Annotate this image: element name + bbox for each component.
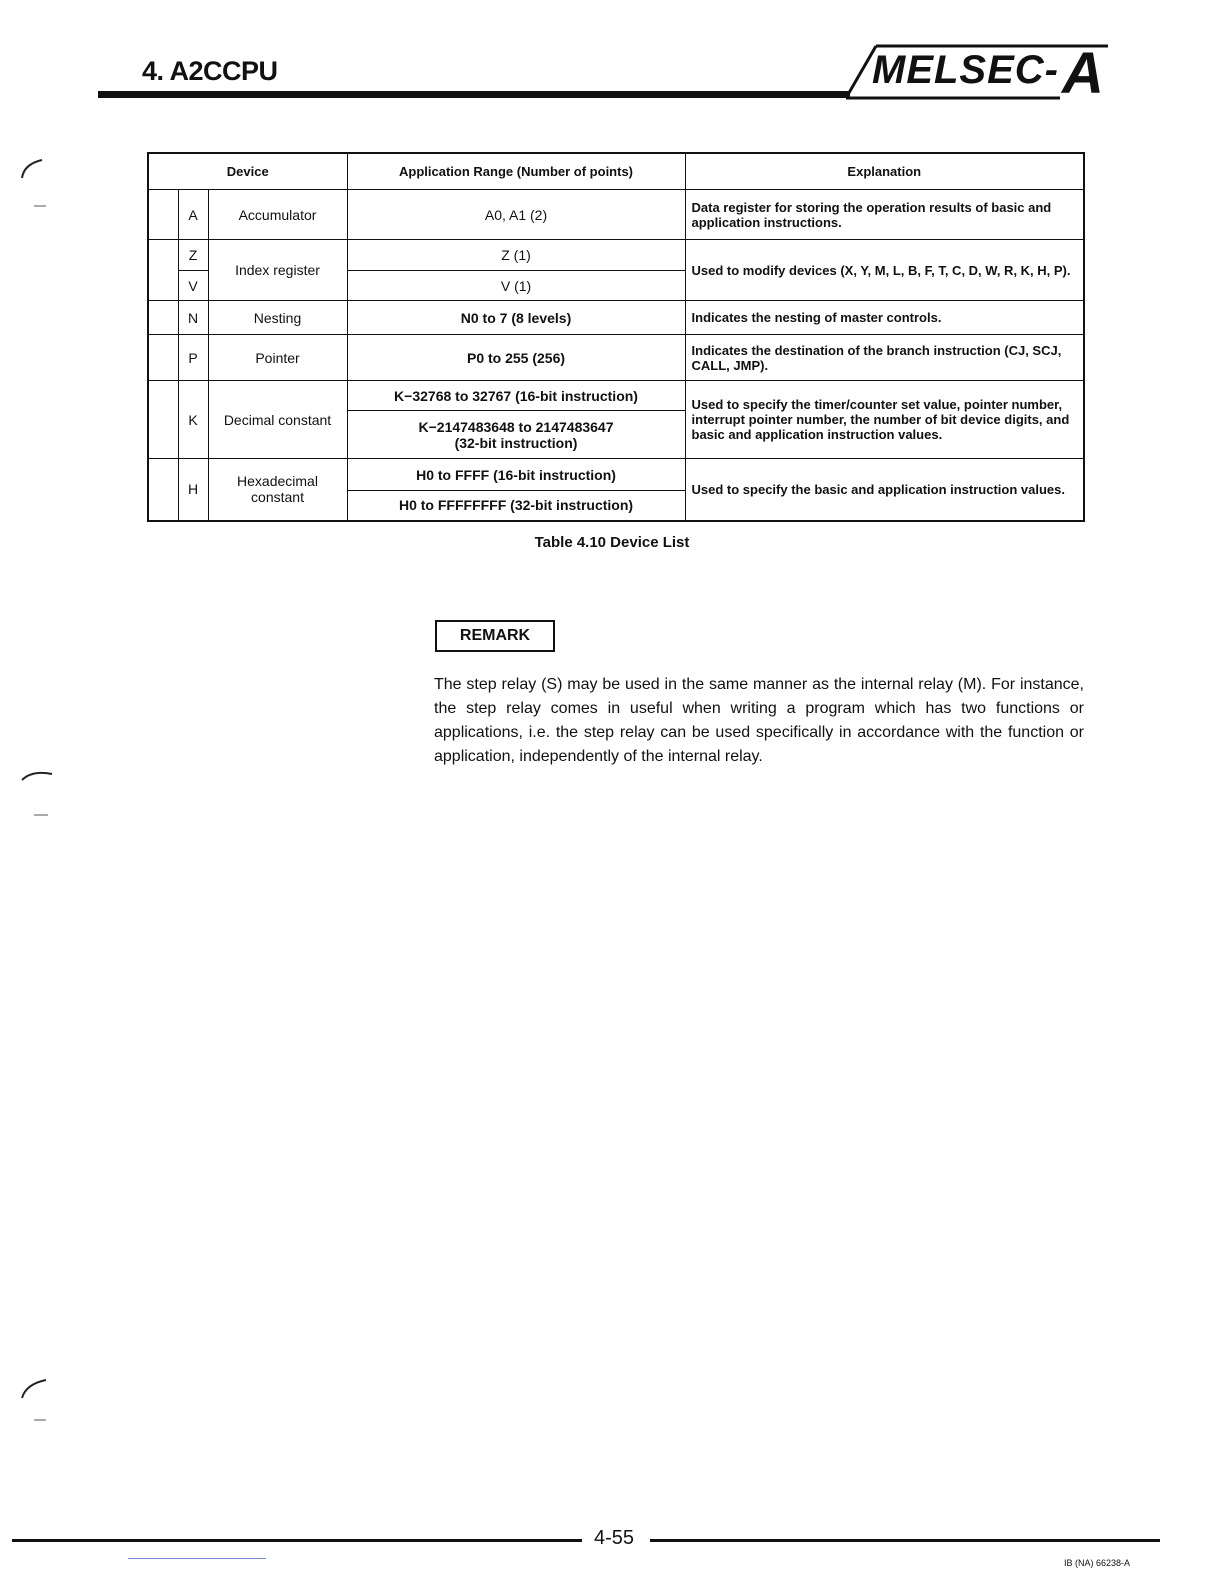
table-caption: Table 4.10 Device List xyxy=(534,534,690,551)
section-title: 4. A2CCPU xyxy=(142,56,278,86)
device-explanation: Used to specify the timer/counter set value, pointer number, interrupt pointer number, the number of bit device digits, and basic and application instruction values. xyxy=(685,381,1084,459)
device-name xyxy=(208,459,347,521)
table-row xyxy=(148,301,1084,335)
device-range: V (1) xyxy=(347,271,685,301)
device-explanation: Data register for storing the operation results of basic and application instructions. xyxy=(685,190,1084,240)
device-range: K−32768 to 32767 (16-bit instruction) xyxy=(347,381,685,411)
device-explanation: Indicates the destination of the branch instruction (CJ, SCJ, CALL, JMP). xyxy=(685,335,1084,381)
footer-rule-left xyxy=(12,1539,582,1542)
range-line: (32-bit instruction) xyxy=(454,434,578,451)
melsec-logo xyxy=(846,41,1122,106)
device-letter: H xyxy=(178,459,208,521)
device-range: N0 to 7 (8 levels) xyxy=(347,301,685,335)
logo-text: MELSEC- xyxy=(872,48,1059,92)
remark-text: The step relay (S) may be used in the same manner as the internal relay (M). For instance, the step relay comes in useful when writing a program which has two functions or applications, i.e. the step relay can be used specifically in accordance with the function or application, independently of the internal relay. xyxy=(434,676,1084,765)
col-header-range: Application Range (Number of points) xyxy=(347,153,685,190)
device-range: P0 to 255 (256) xyxy=(347,335,685,381)
name-line: constant xyxy=(251,489,304,506)
device-letter: V xyxy=(178,271,208,301)
table-row xyxy=(148,381,1084,411)
name-line: Hexadecimal xyxy=(237,473,318,490)
table-header-row xyxy=(148,153,1084,190)
col-header-device: Device xyxy=(148,153,347,190)
device-letter: P xyxy=(178,335,208,381)
table-row xyxy=(148,335,1084,381)
remark-label: REMARK xyxy=(435,620,555,652)
device-letter: K xyxy=(178,381,208,459)
footer-rule-right xyxy=(650,1539,1160,1542)
device-range xyxy=(347,411,685,459)
device-letter: A xyxy=(178,190,208,240)
device-name: Index register xyxy=(208,240,347,301)
header-rule xyxy=(98,91,850,98)
table-row xyxy=(148,190,1084,240)
device-letter: N xyxy=(178,301,208,335)
device-name: Decimal constant xyxy=(208,381,347,459)
col-header-explanation: Explanation xyxy=(685,153,1084,190)
range-line: K−2147483648 to 2147483647 xyxy=(418,418,614,435)
logo-suffix: A xyxy=(1062,41,1104,106)
page-number: 4-55 xyxy=(594,1527,635,1549)
device-name: Accumulator xyxy=(208,190,347,240)
device-explanation: Used to specify the basic and application instruction values. xyxy=(685,459,1084,521)
device-range: H0 to FFFF (16-bit instruction) xyxy=(347,459,685,491)
table-row xyxy=(148,240,1084,271)
device-name: Nesting xyxy=(208,301,347,335)
device-explanation: Used to modify devices (X, Y, M, L, B, F, T, C, D, W, R, K, H, P). xyxy=(685,240,1084,301)
binding-marks xyxy=(0,0,60,1584)
device-range: H0 to FFFFFFFF (32-bit instruction) xyxy=(347,491,685,521)
device-table xyxy=(147,152,1085,522)
underline-mark xyxy=(128,1558,266,1559)
device-name: Pointer xyxy=(208,335,347,381)
device-range: Z (1) xyxy=(347,240,685,271)
device-range: A0, A1 (2) xyxy=(347,190,685,240)
device-explanation: Indicates the nesting of master controls. xyxy=(685,301,1084,335)
document-code: IB (NA) 66238-A xyxy=(1064,1558,1131,1568)
device-letter: Z xyxy=(178,240,208,271)
table-row xyxy=(148,459,1084,491)
